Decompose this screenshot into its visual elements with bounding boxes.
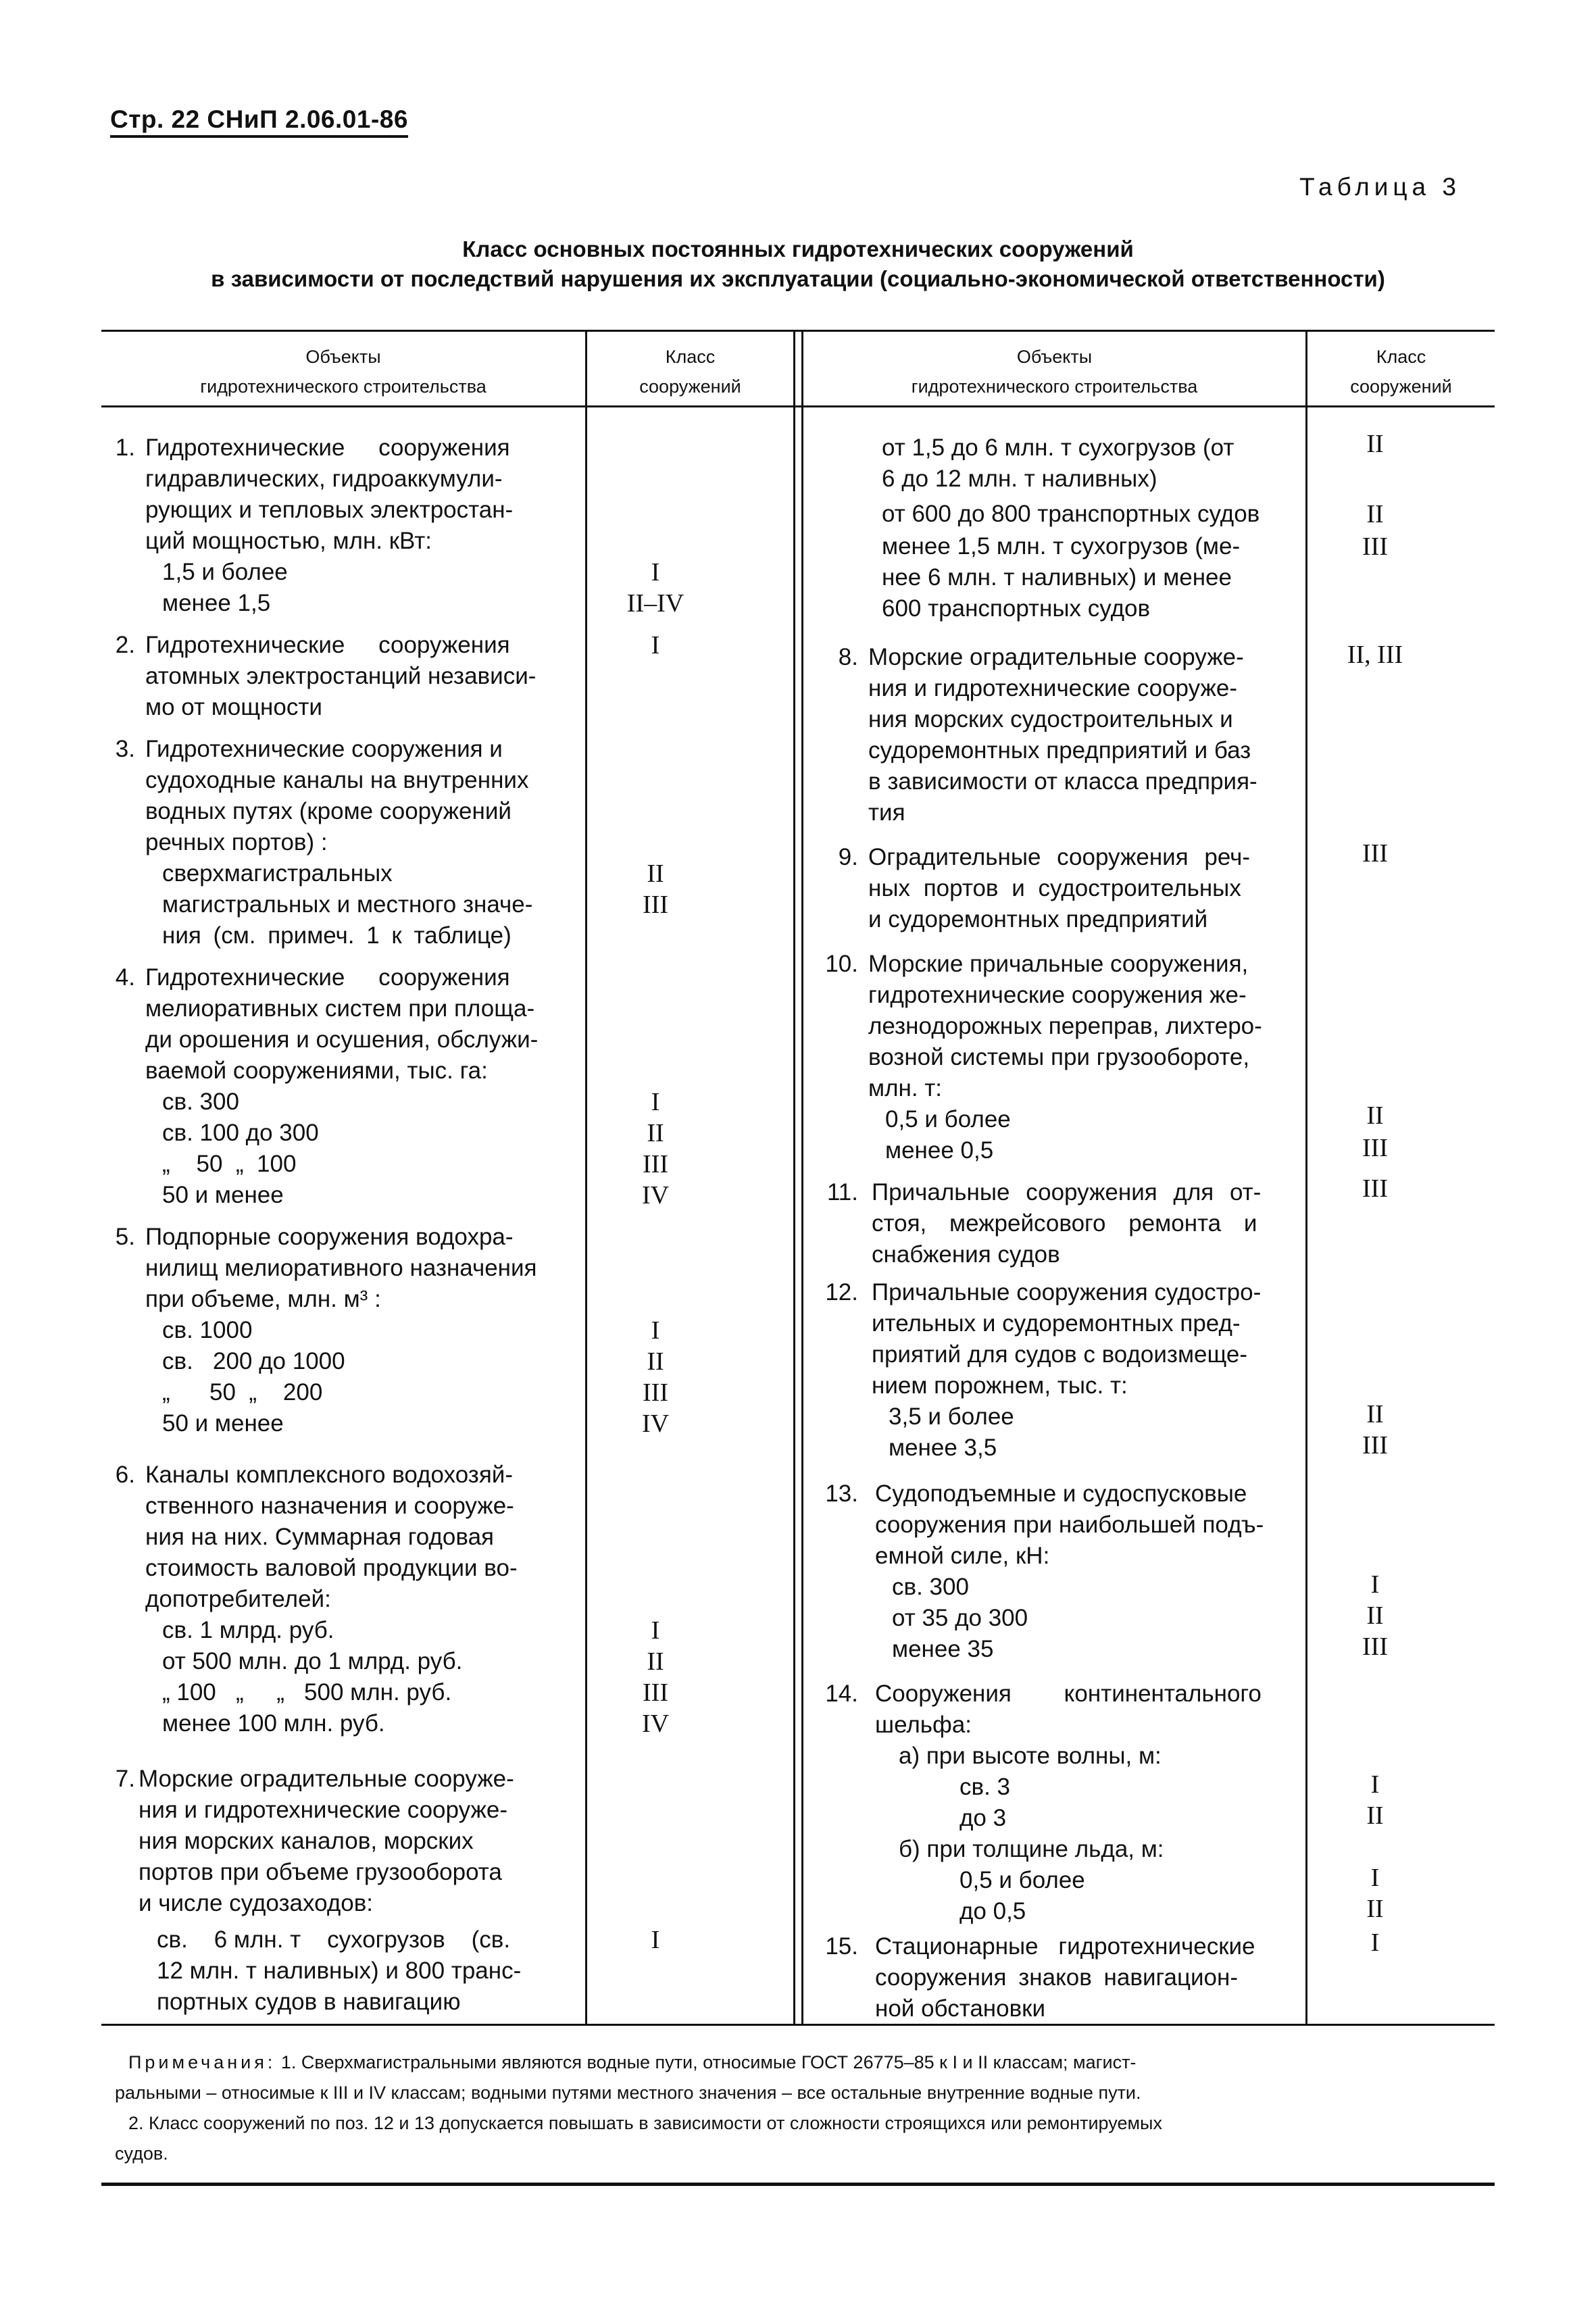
item-number: 3. bbox=[115, 736, 135, 762]
table-title-line-2: в зависимости от последствий нарушения их эксплуатации (социально-экономической ответственности) bbox=[211, 266, 1385, 291]
note-1-line-1 bbox=[128, 2047, 1480, 2078]
item-text: Причальные сооружения для от- bbox=[872, 1179, 1262, 1205]
item-text: мо от мощности bbox=[145, 694, 322, 720]
item-number: 1. bbox=[115, 434, 135, 461]
subitem-text: „ 100 „ „ 500 млн. руб. bbox=[162, 1679, 452, 1706]
item-text: Судоподъемные и судоспусковые bbox=[875, 1480, 1247, 1507]
class-value: II bbox=[647, 1119, 664, 1147]
class-value: IV bbox=[641, 1181, 670, 1210]
class-value: III bbox=[643, 1150, 668, 1178]
item-text: речных портов) : bbox=[145, 829, 328, 855]
item-text: сооружения при наибольшей подъ- bbox=[875, 1512, 1264, 1538]
item-text: ния морских каналов, морских bbox=[139, 1828, 474, 1854]
subitem-text: портных судов в навигацию bbox=[157, 1989, 461, 2015]
item-text: атомных электростанций независи- bbox=[145, 663, 537, 689]
class-value: III bbox=[1362, 1134, 1388, 1162]
item-text: стоимость валовой продукции во- bbox=[145, 1555, 518, 1581]
item-text: млн. т: bbox=[868, 1075, 943, 1101]
subitem-text: 50 и менее bbox=[162, 1182, 284, 1208]
note-1-text: 1. Сверхмагистральными являются водные пути, относимые ГОСТ 26775–85 к I и II классам; магист- bbox=[280, 2052, 1137, 2072]
subitem-text: нее 6 млн. т наливных) и менее bbox=[882, 564, 1232, 591]
item-number: 9. bbox=[838, 844, 858, 870]
item-text: судоходные каналы на внутренних bbox=[145, 767, 529, 793]
table-title-line-1: Класс основных постоянных гидротехнических сооружений bbox=[462, 237, 1134, 262]
subitem-text: от 600 до 800 транспортных судов bbox=[882, 501, 1260, 527]
table-bottom-rule bbox=[101, 2024, 1495, 2026]
item-text: возной системы при грузообороте, bbox=[868, 1044, 1250, 1070]
header-objects-sublabel: гидротехнического строительства bbox=[911, 376, 1198, 397]
header-objects-left bbox=[101, 342, 585, 401]
header-class-sublabel: сооружений bbox=[639, 376, 741, 397]
subitem-text: св. 1 млрд. руб. bbox=[162, 1617, 334, 1643]
subitem-text: менее 35 bbox=[892, 1636, 994, 1662]
item-text: Каналы комплексного водохозяй- bbox=[145, 1462, 513, 1488]
class-value: II bbox=[1366, 430, 1384, 458]
item-text: портов при объеме грузооборота bbox=[139, 1859, 502, 1885]
note-2-line-2: судов. bbox=[115, 2143, 168, 2164]
subitem-text: менее 0,5 bbox=[885, 1137, 994, 1164]
class-value: III bbox=[1362, 532, 1388, 561]
item-text: Морские оградительные сооруже- bbox=[868, 644, 1244, 670]
header-class-label: Класс bbox=[665, 347, 716, 367]
class-value: II bbox=[647, 1347, 664, 1376]
item-text: стоя, межрейсового ремонта и bbox=[872, 1210, 1257, 1237]
item-number: 13. bbox=[825, 1480, 858, 1507]
item-text: гидротехнические сооружения же- bbox=[868, 982, 1247, 1008]
item-text: ния и гидротехнические сооруже- bbox=[868, 675, 1238, 701]
subitem-text: до 0,5 bbox=[959, 1898, 1026, 1924]
header-class-sublabel: сооружений bbox=[1350, 376, 1452, 397]
class-value: II bbox=[1366, 1101, 1384, 1130]
subitem-text: от 1,5 до 6 млн. т сухогрузов (от bbox=[882, 434, 1235, 461]
header-class-right bbox=[1307, 342, 1495, 401]
item-text: нием порожнем, тыс. т: bbox=[872, 1372, 1128, 1399]
item-text: Гидротехнические сооружения bbox=[145, 632, 510, 658]
class-value: III bbox=[643, 1378, 668, 1407]
table-label: Таблица 3 bbox=[1299, 173, 1461, 201]
class-value: III bbox=[1362, 839, 1388, 868]
item-text: ных портов и судостроительных bbox=[868, 875, 1241, 901]
item-text: снабжения судов bbox=[872, 1241, 1060, 1268]
item-text: Сооружения континентального bbox=[875, 1681, 1262, 1707]
column-divider-center-a bbox=[793, 331, 795, 2024]
item-text: сооружения знаков навигацион- bbox=[875, 1964, 1239, 1991]
class-value: I bbox=[651, 1316, 660, 1345]
subitem-text: „ 50 „ 200 bbox=[162, 1379, 323, 1405]
header-objects-sublabel: гидротехнического строительства bbox=[200, 376, 487, 397]
subitem-text: 1,5 и более bbox=[162, 559, 288, 585]
header-bottom-rule bbox=[101, 405, 1495, 407]
subitem-text: от 500 млн. до 1 млрд. руб. bbox=[162, 1648, 463, 1674]
item-text: Гидротехнические сооружения bbox=[145, 434, 510, 461]
item-text: в зависимости от класса предприя- bbox=[868, 768, 1257, 795]
item-number: 6. bbox=[115, 1462, 135, 1488]
item-text: рующих и тепловых электростан- bbox=[145, 497, 514, 523]
class-value: I bbox=[651, 558, 660, 587]
item-text: шельфа: bbox=[875, 1712, 972, 1738]
subitem-text: 600 транспортных судов bbox=[882, 595, 1151, 622]
item-number: 15. bbox=[825, 1933, 858, 1960]
class-value: II bbox=[1366, 1601, 1384, 1630]
class-value: III bbox=[1362, 1174, 1388, 1203]
item-text: при объеме, млн. м³ : bbox=[145, 1286, 381, 1312]
class-value: II–IV bbox=[626, 589, 684, 618]
item-text: Гидротехнические сооружения и bbox=[145, 736, 503, 762]
note-1-line-2: ральными – относимые к III и IV классам; водными путями местного значения – все остальные внутренние водные пути. bbox=[115, 2083, 1141, 2103]
running-head: Стр. 22 СНиП 2.06.01-86 bbox=[110, 105, 408, 138]
subitem-text: 50 и менее bbox=[162, 1410, 284, 1437]
subitem-text: 6 до 12 млн. т наливных) bbox=[882, 466, 1157, 492]
class-value: I bbox=[651, 1926, 660, 1954]
class-value: IV bbox=[641, 1710, 670, 1738]
subitem-text: ния (см. примеч. 1 к таблице) bbox=[162, 922, 512, 949]
class-value: I bbox=[1370, 1864, 1380, 1892]
item-number: 14. bbox=[825, 1681, 858, 1707]
item-text: ния морских судостроительных и bbox=[868, 706, 1233, 732]
subitem-text: св. 200 до 1000 bbox=[162, 1348, 345, 1374]
item-text: Морские причальные сооружения, bbox=[868, 951, 1249, 977]
header-class-label: Класс bbox=[1376, 347, 1426, 367]
item-text: Оградительные сооружения реч- bbox=[868, 844, 1251, 870]
class-value: II bbox=[647, 1647, 664, 1676]
subitem-text: сверхмагистральных bbox=[162, 860, 393, 887]
class-value: I bbox=[1370, 1928, 1380, 1957]
item-text: лезнодорожных переправ, лихтеро- bbox=[868, 1013, 1262, 1039]
note-2-line-1: 2. Класс сооружений по поз. 12 и 13 допускается повышать в зависимости от сложности строящихся или ремонтируемых bbox=[128, 2113, 1162, 2133]
header-objects-label: Объекты bbox=[1016, 347, 1093, 367]
class-value: I bbox=[651, 1088, 660, 1116]
class-value: I bbox=[651, 631, 660, 659]
item-text: Причальные сооружения судостро- bbox=[872, 1279, 1262, 1305]
item-text: ительных и судоремонтных пред- bbox=[872, 1310, 1241, 1337]
subitem-text: магистральных и местного значе- bbox=[162, 891, 533, 918]
subitem-text: менее 1,5 млн. т сухогрузов (ме- bbox=[882, 533, 1241, 559]
subitem-text: менее 100 млн. руб. bbox=[162, 1710, 385, 1737]
item-text: и судоремонтных предприятий bbox=[868, 906, 1208, 932]
item-text: и числе судозаходов: bbox=[139, 1890, 374, 1916]
item-text: ди орошения и осушения, обслужи- bbox=[145, 1026, 539, 1053]
item-text: ций мощностью, млн. кВт: bbox=[145, 528, 432, 554]
item-number: 8. bbox=[838, 644, 858, 670]
subgroup-a-label: а) при высоте волны, м: bbox=[899, 1743, 1162, 1769]
subitem-text: св. 300 bbox=[162, 1089, 239, 1115]
class-value: II bbox=[1366, 1895, 1384, 1923]
class-value: II bbox=[1366, 1801, 1384, 1830]
class-value: II bbox=[1366, 1400, 1384, 1428]
item-text: ственного назначения и сооруже- bbox=[145, 1493, 514, 1519]
subitem-text: 12 млн. т наливных) и 800 транс- bbox=[157, 1958, 522, 1984]
class-value: III bbox=[1362, 1633, 1388, 1661]
class-value: II bbox=[1366, 500, 1384, 528]
item-number: 7. bbox=[115, 1766, 135, 1792]
item-text: емной силе, кН: bbox=[875, 1543, 1050, 1569]
column-divider-center-b bbox=[801, 331, 803, 2024]
class-value: II bbox=[647, 860, 664, 888]
class-value: I bbox=[1370, 1570, 1380, 1599]
page-bottom-rule bbox=[101, 2183, 1495, 2186]
item-text: Гидротехнические сооружения bbox=[145, 964, 510, 991]
class-value: I bbox=[1370, 1770, 1380, 1799]
subgroup-b-label: б) при толщине льда, м: bbox=[899, 1836, 1164, 1862]
item-text: ния и гидротехнические сооруже- bbox=[139, 1797, 508, 1823]
subitem-text: от 35 до 300 bbox=[892, 1605, 1028, 1631]
column-divider-1 bbox=[585, 331, 587, 2024]
class-value: II, III bbox=[1347, 641, 1403, 669]
item-number: 4. bbox=[115, 964, 135, 991]
item-text: мелиоративных систем при площа- bbox=[145, 995, 535, 1022]
notes-label: Примечания: bbox=[128, 2052, 276, 2072]
item-number: 12. bbox=[825, 1279, 858, 1305]
item-text: Подпорные сооружения водохра- bbox=[145, 1224, 514, 1250]
item-text: нилищ мелиоративного назначения bbox=[145, 1255, 537, 1281]
subitem-text: 3,5 и более bbox=[889, 1403, 1014, 1430]
subitem-text: менее 3,5 bbox=[889, 1435, 997, 1461]
item-number: 10. bbox=[825, 951, 858, 977]
notes-block bbox=[115, 2047, 1480, 2169]
class-value: IV bbox=[641, 1410, 670, 1438]
item-text: ной обстановки bbox=[875, 1995, 1046, 2022]
item-text: приятий для судов с водоизмеще- bbox=[872, 1341, 1248, 1368]
item-number: 5. bbox=[115, 1224, 135, 1250]
item-text: гидравлических, гидроаккумули- bbox=[145, 466, 503, 492]
subitem-text: „ 50 „ 100 bbox=[162, 1151, 297, 1177]
table-top-rule bbox=[101, 330, 1495, 332]
item-text: ния на них. Суммарная годовая bbox=[145, 1524, 495, 1550]
item-text: тия bbox=[868, 799, 905, 826]
item-text: допотребителей: bbox=[145, 1586, 331, 1612]
item-text: водных путях (кроме сооружений bbox=[145, 798, 512, 824]
item-text: судоремонтных предприятий и баз bbox=[868, 737, 1251, 764]
subitem-text: 0,5 и более bbox=[885, 1106, 1011, 1132]
item-number: 11. bbox=[826, 1179, 858, 1205]
header-objects-right bbox=[803, 342, 1305, 401]
subitem-text: св. 100 до 300 bbox=[162, 1120, 319, 1146]
subitem-text: св. 300 bbox=[892, 1574, 969, 1600]
class-value: III bbox=[1362, 1431, 1388, 1460]
header-class-left bbox=[587, 342, 793, 401]
class-value: III bbox=[643, 891, 668, 919]
item-text: Морские оградительные сооруже- bbox=[139, 1766, 514, 1792]
subitem-text: св. 3 bbox=[959, 1774, 1011, 1800]
class-value: I bbox=[651, 1616, 660, 1645]
class-value: III bbox=[643, 1678, 668, 1707]
subitem-text: 0,5 и более bbox=[959, 1867, 1085, 1893]
subitem-text: св. 6 млн. т сухогрузов (св. bbox=[157, 1926, 511, 1953]
item-number: 2. bbox=[115, 632, 135, 658]
subitem-text: до 3 bbox=[959, 1805, 1007, 1831]
header-objects-label: Объекты bbox=[305, 347, 381, 367]
item-text: Стационарные гидротехнические bbox=[875, 1933, 1255, 1960]
subitem-text: менее 1,5 bbox=[162, 590, 271, 616]
subitem-text: св. 1000 bbox=[162, 1317, 253, 1343]
item-text: ваемой сооружениями, тыс. га: bbox=[145, 1057, 488, 1084]
